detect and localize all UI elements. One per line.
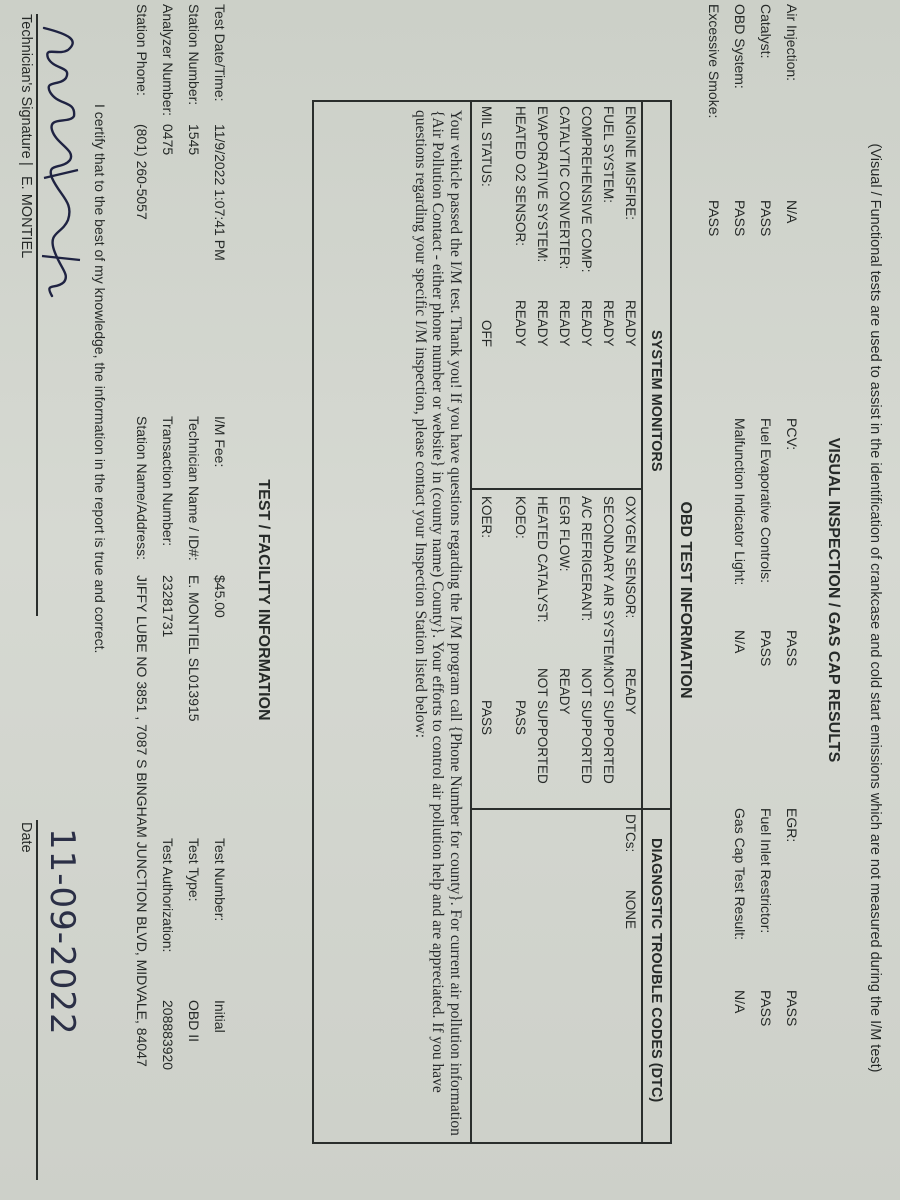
notice-text: (Visual / Functional tests are used to assist in the identification of crankcase and cold start emissions which are not measured during the I/M test) xyxy=(867,143,883,1073)
monitor-value: READY xyxy=(623,668,638,715)
obd-title: OBD TEST INFORMATION xyxy=(677,501,694,699)
monitor-label: HEATED O2 SENSOR: xyxy=(513,106,528,247)
handwritten-date: 11-09-2022 xyxy=(42,828,82,1036)
vi-value: N/A xyxy=(732,990,748,1014)
vi-label: PCV: xyxy=(784,418,800,451)
facility-label: Analyzer Number: xyxy=(160,4,176,117)
facility-value: 23281731 xyxy=(160,575,176,638)
monitor-value: NOT SUPPORTED xyxy=(579,668,594,784)
obd-box xyxy=(312,100,672,1144)
monitor-value: PASS xyxy=(513,700,528,736)
vi-value: PASS xyxy=(784,990,800,1027)
facility-value: (801) 260-5057 xyxy=(134,124,150,220)
monitor-label: CATALYTIC CONVERTER: xyxy=(557,106,572,270)
monitor-label: EVAPORATIVE SYSTEM: xyxy=(535,106,550,263)
monitor-label: A/C REFRIGERANT: xyxy=(579,496,594,622)
monitor-label: SECONDARY AIR SYSTEM: xyxy=(601,496,616,670)
facility-label: Station Name/Address: xyxy=(134,416,150,560)
vi-label: Fuel Evaporative Controls: xyxy=(758,418,774,583)
facility-value: Initial xyxy=(212,1000,228,1033)
pass-message: Your vehicle passed the I/M test. Thank you! If you have questions regarding the I/M program call {Phone Number for county}. For current air pollution information {Air Pollution Contact - either phone number or website} in (county name) County}. Your efforts to control air pollution help and are appreciated. If you have questions regarding your specific I/M inspection, please contact your Inspection Station listed below: xyxy=(412,110,464,1136)
vi-label: Excessive Smoke: xyxy=(706,4,722,119)
vi-label: Air Injection: xyxy=(784,4,800,82)
facility-value: JIFFY LUBE NO 3851 , 7087 S BINGHAM JUNCTION BLVD, MIDVALE, 84047 xyxy=(134,575,150,1067)
facility-label: I/M Fee: xyxy=(212,416,228,468)
vi-label: EGR: xyxy=(784,808,800,843)
obd-message-divider xyxy=(471,100,473,1142)
vi-label: Fuel Inlet Restrictor: xyxy=(758,808,774,934)
facility-label: Station Number: xyxy=(186,4,202,106)
date-label: Date xyxy=(18,822,34,853)
vi-value: PASS xyxy=(758,200,774,237)
facility-value: 1545 xyxy=(186,124,202,156)
monitor-value: READY xyxy=(623,300,638,347)
monitor-value: NOT SUPPORTED xyxy=(535,668,550,784)
facility-label: Test Authorization: xyxy=(160,838,176,953)
monitor-label: KOER: xyxy=(479,496,494,539)
facility-label: Test Date/Time: xyxy=(212,4,228,102)
monitor-label: EGR FLOW: xyxy=(557,496,572,572)
facility-value: E. MONTIEL SL013915 xyxy=(186,575,202,722)
monitor-value: OFF xyxy=(479,320,494,347)
facility-label: Station Phone: xyxy=(134,4,150,96)
monitor-value: READY xyxy=(535,300,550,347)
monitor-value: READY xyxy=(513,300,528,347)
monitor-label: OXYGEN SENSOR: xyxy=(623,496,638,619)
visual-inspection-title: VISUAL INSPECTION / GAS CAP RESULTS xyxy=(825,437,842,763)
monitor-value: READY xyxy=(557,300,572,347)
facility-label: Transaction Number: xyxy=(160,416,176,547)
vi-label: Catalyst: xyxy=(758,4,774,59)
facility-value: 208883920 xyxy=(160,1000,176,1071)
vi-value: PASS xyxy=(758,630,774,667)
signature-label: Technician's Signature xyxy=(18,14,34,159)
monitor-value: PASS xyxy=(479,700,494,736)
system-monitors-title: SYSTEM MONITORS xyxy=(648,330,664,472)
monitor-label: HEATED CATALYST: xyxy=(535,496,550,623)
certification-text: I certify that to the best of my knowledge, the information in the report is true and correct. xyxy=(92,104,108,654)
dtc-divider xyxy=(472,808,672,810)
vi-value: N/A xyxy=(732,630,748,654)
facility-label: Test Type: xyxy=(186,838,202,902)
facility-value: 0475 xyxy=(160,124,176,156)
vi-value: PASS xyxy=(758,990,774,1027)
monitor-label: MIL STATUS: xyxy=(479,106,494,187)
date-line xyxy=(37,820,39,1180)
facility-label: Test Number: xyxy=(212,838,228,922)
facility-title: TEST / FACILITY INFORMATION xyxy=(255,479,272,721)
monitor-col-divider xyxy=(472,488,642,490)
facility-value: OBD II xyxy=(186,1000,202,1043)
vi-value: PASS xyxy=(706,200,722,237)
monitor-label: KOEO: xyxy=(513,496,528,539)
vi-label: Gas Cap Test Result: xyxy=(732,808,748,941)
dtc-value: NONE xyxy=(623,890,638,930)
technician-signature xyxy=(32,20,88,380)
signature-name: E. MONTIEL xyxy=(18,176,34,259)
dtc-label: DTCs: xyxy=(623,814,638,853)
vi-value: PASS xyxy=(732,200,748,237)
vi-value: N/A xyxy=(784,200,800,224)
monitor-value: READY xyxy=(557,668,572,715)
monitor-label: COMPREHENSIVE COMP: xyxy=(579,106,594,273)
signature-separator: | xyxy=(18,162,34,166)
facility-label: Technician Name / ID#: xyxy=(186,416,202,561)
vi-value: PASS xyxy=(784,630,800,667)
signature-line xyxy=(37,14,39,616)
vi-label: OBD System: xyxy=(732,4,748,89)
monitor-label: ENGINE MISFIRE: xyxy=(623,106,638,221)
dtc-title: DIAGNOSTIC TROUBLE CODES (DTC) xyxy=(648,838,664,1103)
monitor-label: FUEL SYSTEM: xyxy=(601,106,616,204)
monitor-value: NOT SUPPORTED xyxy=(601,668,616,784)
facility-value: $45.00 xyxy=(212,575,228,618)
monitor-value: READY xyxy=(579,300,594,347)
facility-value: 11/9/2022 1:07:41 PM xyxy=(212,124,228,261)
obd-header-divider xyxy=(642,100,644,1142)
vi-label: Malfunction Indicator Light: xyxy=(732,418,748,586)
monitor-value: READY xyxy=(601,300,616,347)
